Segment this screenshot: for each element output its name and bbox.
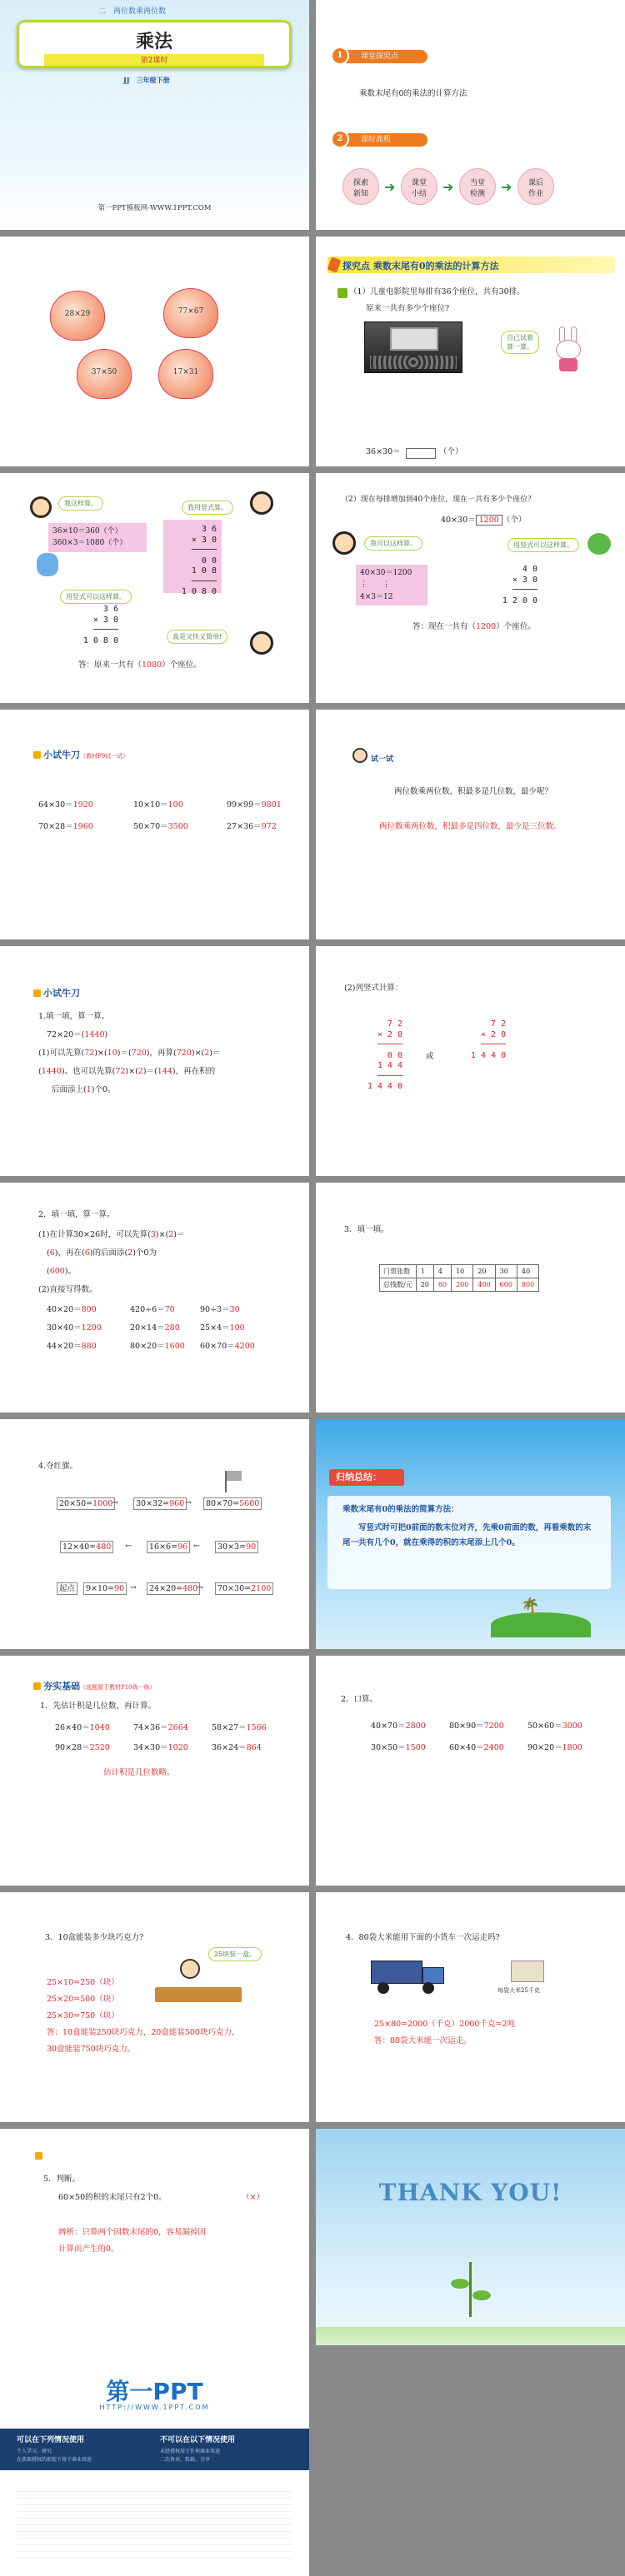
- tag-1: 课堂探究点: [336, 50, 428, 63]
- girl2-avatar: [250, 631, 273, 655]
- peach-1: [50, 291, 105, 341]
- answer: 两位数乘两位数，积最多是四位数，最少是三位数。: [379, 822, 562, 831]
- usage-col-1-title: 可以在下列情况使用: [17, 2436, 85, 2444]
- usage-col-2-title: 不可以在以下情况使用: [160, 2436, 236, 2444]
- question: 3．10盒能装多少块巧克力?: [45, 1933, 144, 1942]
- tag-2: 课时流程: [336, 133, 428, 147]
- row-1c: 90÷3＝30: [200, 1305, 240, 1314]
- question-2: （2）现在每排增加到40个座位，现在一共有多少个座位？: [341, 496, 536, 504]
- row-1b: 420÷6＝70: [130, 1305, 175, 1314]
- peach-2: [163, 288, 218, 338]
- brand-logo: 第一PPT: [106, 2378, 203, 2405]
- answer-line-2: 答：80袋大米能一次运走。: [374, 2036, 472, 2045]
- palm-icon: 🌴: [521, 1597, 540, 1615]
- slide-3-peaches[interactable]: [0, 237, 309, 466]
- unit-label: （个）: [439, 447, 463, 456]
- eq-value: 1200: [476, 515, 502, 526]
- answer-line-1: 25×10=250（块）: [47, 1978, 119, 1987]
- hint-bubble: 自己试着 算一算。: [501, 331, 539, 354]
- table-row: 门票张数 1 4 10 20 30 40: [380, 1265, 539, 1278]
- slide-11-fill[interactable]: [0, 1183, 309, 1413]
- slide-12-table[interactable]: [316, 1183, 625, 1413]
- green-bullet-icon: [338, 288, 348, 298]
- usage-col-2-item: 未经授权用于任何商业用途: [160, 2449, 221, 2454]
- hint-bubble: 25块装一盒。: [208, 1947, 262, 1961]
- cell: 16×6=96: [147, 1541, 190, 1553]
- row-2c: 25×4＝100: [200, 1323, 245, 1333]
- start-cell: 起点: [57, 1582, 78, 1595]
- link-list: [17, 2485, 292, 2560]
- answer-line-5: 30盒能装750块巧克力。: [47, 2045, 136, 2054]
- slide-5-methods[interactable]: [0, 473, 309, 703]
- slide-7-practice[interactable]: [0, 710, 309, 939]
- vertical-calc: 4 0 × 3 0 ───── 1 2 0 0: [502, 565, 538, 605]
- equation-2: [441, 513, 526, 528]
- bubble-3: 用竖式可以这样算。: [60, 590, 132, 604]
- line-2: 72×20＝(1440): [47, 1030, 108, 1039]
- empty-slot: [316, 2345, 625, 2576]
- title-text: 小试牛刀: [43, 750, 80, 760]
- calc-line-3: 4×3＝12: [360, 592, 393, 601]
- row-1a: 40×70＝2800: [371, 1721, 426, 1731]
- answer-line-2: 25×20=500（块）: [47, 1995, 119, 2004]
- summary-line-1: 乘数末尾有0的乘法的简算方法：: [342, 1505, 459, 1514]
- answer-line: [412, 620, 536, 635]
- eq-prefix: 40×30＝: [441, 516, 476, 525]
- flow-step-2[interactable]: 课堂 小结: [401, 168, 438, 205]
- usage-col-2-item: 二次售卖、转载、分享: [160, 2457, 211, 2463]
- answer-input[interactable]: [406, 448, 436, 459]
- slide-13-flag[interactable]: 4.夺红旗。 20×50=1000 → 30×32=960 → 80×70=5600 12×40=480 ← 16×6=96 ← 30×3=90 起点 9×10=90 → 24×20=480 → 70×30=2100: [0, 1419, 309, 1649]
- slide-10-vertical[interactable]: [316, 946, 625, 1176]
- shopkeeper-image: [155, 1959, 242, 2005]
- row-2b: 34×30＝1020: [133, 1743, 188, 1752]
- title-banner: [17, 20, 292, 68]
- answer-suffix: ）个座位。: [162, 660, 202, 670]
- cell: 80×70=5600: [203, 1497, 262, 1510]
- bubble-1: 我可以这样算。: [364, 536, 422, 551]
- lesson-strip: 第2课时: [44, 54, 264, 66]
- answer-value: 1200: [476, 622, 497, 631]
- calc-line-2: ⋮ ⋮: [360, 580, 391, 590]
- summary-line-2: 写竖式时可把0前面的数末位对齐，先乘0前面的数，再看乘数的末尾一共有几个0，就在乘得的积的末尾添上几个0。: [342, 1523, 592, 1548]
- ticket-table: [379, 1264, 539, 1292]
- flow-step-4[interactable]: 课后 作业: [518, 168, 554, 205]
- slide-19-judge[interactable]: [0, 2129, 309, 2359]
- calc-line-2: 360×3＝1080（个）: [52, 539, 128, 548]
- answer-prefix: 答：现在一共有（: [412, 622, 477, 631]
- girl-avatar: [30, 496, 52, 518]
- basics-title: 夯实基础（选题源于教材P10练一练）: [33, 1679, 156, 1692]
- slide-17-chocolate[interactable]: [0, 1892, 309, 2122]
- slide-6-methods2[interactable]: [316, 473, 625, 703]
- line-3: (1)可以先算(72)×(10)＝(720)，再算(720)×(2)＝: [38, 1049, 221, 1058]
- line-1: 1.填一填，算一算。: [38, 1012, 110, 1021]
- frog-avatar: [588, 533, 611, 555]
- bullet-icon: [35, 2152, 42, 2160]
- row-2b: 60×40＝2400: [449, 1743, 504, 1752]
- thank-you-text: THANK YOU!: [378, 2179, 562, 2206]
- line-1: (2)列竖式计算：: [344, 984, 403, 993]
- practice-title: [33, 986, 80, 999]
- problem-2: 77×67: [178, 307, 204, 316]
- island-image: [491, 1612, 591, 1637]
- kid-icon: [352, 748, 368, 763]
- rabbit-character: [554, 326, 584, 371]
- eq-suffix: （个）: [502, 516, 527, 525]
- line-1: 1．先估计积是几位数，再计算。: [40, 1702, 157, 1711]
- line-2: 60×50的积的末尾只有2个0。: [58, 2193, 167, 2202]
- slide-1-cover[interactable]: [0, 0, 309, 230]
- row-3b: 80×20＝1600: [130, 1342, 185, 1351]
- brand-url[interactable]: HTTP://WWW.1PPT.COM: [99, 2404, 210, 2411]
- cinema-image: [364, 321, 462, 373]
- row-2c: 36×24＝864: [212, 1743, 262, 1752]
- table-row: 总钱数/元 20 80 200 400 600 800: [380, 1278, 539, 1292]
- section-header: 探究点 乘数末尾有0的乘法的计算方法: [342, 261, 499, 272]
- title: 4.夺红旗。: [38, 1462, 78, 1471]
- cell: 12×40=480: [60, 1541, 113, 1553]
- plant-image: [446, 2254, 496, 2320]
- line-5: (2)直接写得数。: [38, 1285, 98, 1294]
- footer-label: 第一PPT模板网-WWW.1PPT.COM: [98, 204, 212, 212]
- answer-line: [78, 658, 202, 673]
- peach-3: [77, 349, 132, 399]
- monster-avatar: [37, 553, 58, 576]
- row-2a: 30×40＝1200: [47, 1323, 102, 1333]
- bubble-2: 我用竖式算。: [182, 501, 233, 515]
- slide-14-summary[interactable]: [316, 1419, 625, 1649]
- answer-line-3: 25×30=750（块）: [47, 2011, 119, 2020]
- line-1: 5．判断。: [43, 2175, 81, 2184]
- calc-box: [356, 565, 428, 605]
- bullet-icon: [33, 751, 41, 759]
- flag-cloth-icon: [227, 1471, 242, 1481]
- line-1: 2．填一填，算一算。: [38, 1210, 115, 1219]
- flow-step-1[interactable]: 探索 新知: [342, 168, 379, 205]
- row-1c: 58×27＝1566: [212, 1723, 267, 1732]
- tag-1-number: 1: [331, 47, 349, 65]
- line-4: (600)。: [47, 1267, 77, 1276]
- row-1: 64×30＝1920: [38, 800, 93, 810]
- cover-title: 乘法: [135, 31, 172, 52]
- explanation-1: 辨析：只算两个因数末尾的0，容易漏掉因: [58, 2228, 207, 2237]
- rice-bag-image: [511, 1961, 544, 1982]
- question-line-1: （1）儿童电影院里每排有36个座位，共有30排。: [349, 287, 525, 296]
- question: 两位数乘两位数，积最多是几位数，最少呢？: [394, 787, 553, 796]
- question-line-2: 原来一共有多少个座位?: [366, 304, 450, 313]
- row-3a: 44×20＝880: [47, 1342, 97, 1351]
- row-2c: 27×36＝972: [227, 822, 277, 831]
- row-1c: 50×60＝3000: [528, 1721, 582, 1731]
- row-1b: 10×10＝100: [133, 800, 183, 810]
- arrow-icon: ➜: [384, 179, 396, 195]
- slide-18-truck[interactable]: [316, 1892, 625, 2122]
- bullet-icon: [33, 989, 41, 997]
- row-1b: 80×90＝7200: [449, 1721, 504, 1731]
- equation: 36×30＝: [366, 447, 401, 456]
- row-2a: 30×50＝1500: [371, 1743, 426, 1752]
- slide-4-explore[interactable]: [316, 237, 625, 466]
- answer-prefix: 答：原来一共有（: [78, 660, 142, 670]
- explanation-2: 计算而产生的0。: [58, 2245, 119, 2254]
- slide-9-practice[interactable]: [0, 946, 309, 1176]
- row-2b: 20×14＝280: [130, 1323, 180, 1333]
- slide-2-overview[interactable]: [316, 0, 625, 230]
- line-5: 后面添上(1)个0。: [52, 1085, 116, 1094]
- question: 4．80袋大米能用下面的小货车一次运走吗?: [346, 1933, 500, 1942]
- practice-title: [33, 748, 128, 761]
- cell: 24×20=480: [147, 1582, 200, 1595]
- row-2: 70×28＝1960: [38, 822, 93, 831]
- peach-4: [158, 349, 213, 399]
- line-1: 2．口算。: [341, 1695, 378, 1704]
- problem-1: 28×29: [64, 310, 91, 318]
- bubble-4: 真是又快又简单!: [167, 630, 228, 644]
- problem-4: 17×31: [172, 368, 199, 376]
- row-2a: 90×28＝2520: [55, 1743, 110, 1752]
- truck-image: [371, 1957, 446, 1996]
- or-label: 或: [426, 1052, 434, 1061]
- answer-suffix: ）个座位。: [496, 622, 536, 631]
- slide-16-oral[interactable]: [316, 1656, 625, 1886]
- tag-2-number: 2: [331, 130, 349, 148]
- slide-8-tryit[interactable]: [316, 710, 625, 939]
- arrow-icon: ➜: [442, 179, 454, 195]
- arrow-icon: ➜: [501, 179, 512, 195]
- judge-mark: （×）: [242, 2193, 264, 2202]
- cover-subtitle: 二 两位数乘两位数: [98, 7, 167, 16]
- problem-3: 37×50: [91, 368, 118, 376]
- usage-col-1-item: 在获取授权的前提下用于商业用途: [17, 2457, 92, 2463]
- slide-20-thanks[interactable]: [316, 2129, 625, 2359]
- line-2: (1)在计算30×26时，可以先算(3)×(2)＝: [38, 1230, 185, 1239]
- bubble-1: 我这样算。: [58, 496, 103, 511]
- cell: 9×10=90: [83, 1582, 127, 1595]
- vertical-calc-2: 7 2 × 2 0 ───── 1 4 4 0: [470, 1019, 506, 1060]
- cell: 20×50=1000: [57, 1497, 115, 1510]
- answer-line-1: 25×80=2000（千克）2000千克=2吨: [374, 2020, 515, 2029]
- bullet-icon: [33, 1682, 41, 1690]
- vertical-calc-1: 3 6 × 3 0 ───── 0 0 1 0 8 ───── 1 0 8 0: [181, 525, 217, 596]
- usage-col-1-item: 个人学习、研究: [17, 2449, 52, 2454]
- note: 估计积是几位数略。: [103, 1768, 175, 1777]
- vertical-calc-2: 3 6 × 3 0 ───── 1 0 8 0: [82, 605, 118, 645]
- row-1c: 99×99＝9801: [227, 800, 282, 810]
- line-4: (1440)。也可以先算(72)×(2)＝(144)，再在积的: [38, 1067, 216, 1076]
- row-2c: 90×20＝1800: [528, 1743, 582, 1752]
- calc-line-1: 40×30＝1200: [360, 569, 412, 577]
- title-ribbon: 归纳总结：: [329, 1469, 404, 1486]
- answer-line-4: 答：10盒能装250块巧克力，20盒能装500块巧克力，: [47, 2028, 240, 2037]
- calc-line-1: 36×10＝360（个）: [52, 527, 122, 536]
- line-3: (6)，再在(6)的后面添(2)个0为: [47, 1248, 157, 1258]
- boy-avatar: [250, 491, 273, 515]
- bag-label: 每袋大米25千克: [498, 1987, 540, 1994]
- cell: 70×30=2100: [215, 1582, 273, 1595]
- answer-value: 1080: [142, 660, 162, 670]
- row-2b: 50×70＝3500: [133, 822, 188, 831]
- vertical-calc-1: 7 2 × 2 0 ───── 0 0 1 4 4 ───── 1 4 4 0: [367, 1019, 402, 1091]
- slide-15-basics[interactable]: [0, 1656, 309, 1886]
- boy-avatar: [332, 531, 356, 555]
- cell: 30×3=90: [215, 1541, 258, 1553]
- row-3c: 60×70＝4200: [200, 1342, 255, 1351]
- cell: 30×32=960: [133, 1497, 187, 1510]
- calc-box-1: [48, 523, 147, 552]
- row-1a: 40×20＝800: [47, 1305, 97, 1314]
- row-1b: 74×36＝2664: [133, 1723, 188, 1732]
- slide-21-brand[interactable]: [0, 2345, 309, 2576]
- title-sub: （教材P9试一试）: [80, 753, 129, 760]
- bubble-2: 用竖式可以这样算。: [508, 538, 579, 552]
- line-1: 3．填一填。: [344, 1225, 389, 1234]
- point-1: 乘数末尾有0的乘法的计算方法: [359, 89, 468, 98]
- tryit-title: 试一试: [371, 755, 394, 764]
- row-1a: 26×40＝1040: [55, 1723, 110, 1732]
- grade-label: JJ 三年级下册: [123, 76, 170, 84]
- flow-step-3[interactable]: 当堂 检测: [459, 168, 496, 205]
- title-text: 小试牛刀: [43, 988, 80, 999]
